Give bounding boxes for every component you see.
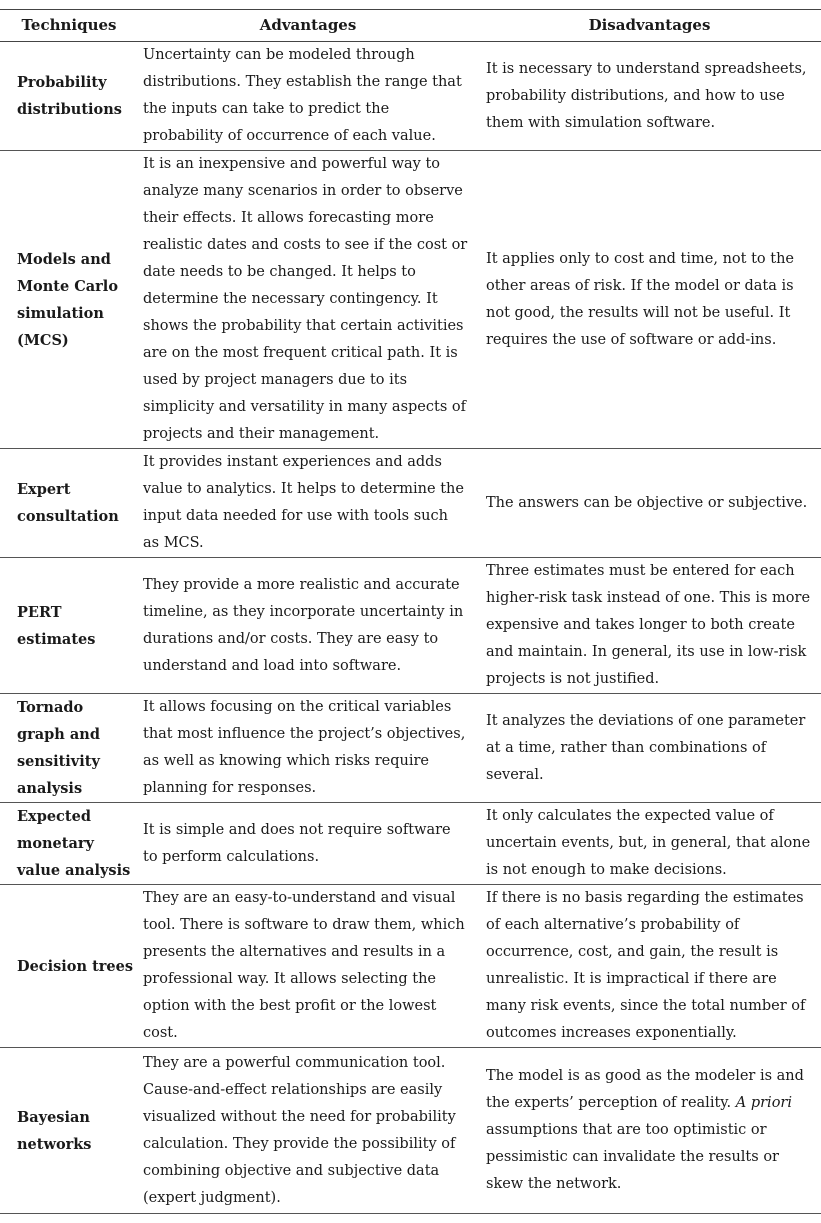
a-priori-italic: A priori (735, 1095, 792, 1111)
advantages-cell: It allows focusing on the critical variables that most influence the project’s objectives, as well as knowing which risks require planning for responses. (138, 694, 478, 803)
disadvantages-cell (478, 1048, 821, 1214)
disadvantages-text-after: assumptions that are too optimistic or pessimistic can invalidate the results or skew the network. (486, 1122, 779, 1192)
disadvantages-cell: If there is no basis regarding the estimates of each alternative’s probability of occurrence, cost, and gain, the result is unrealistic. It is impractical if there are many risk events, since the total number of outcomes increases exponentially. (478, 885, 821, 1048)
technique-cell: Probability distributions (0, 42, 138, 151)
header-row (0, 10, 821, 42)
header-advantages: Advantages (138, 10, 478, 42)
disadvantages-cell: It applies only to cost and time, not to the other areas of risk. If the model or data is not good, the results will not be useful. It requires the use of software or add-ins. (478, 151, 821, 449)
technique-cell: Tornado graph and sensitivity analysis (0, 694, 138, 803)
table-row (0, 885, 821, 1048)
advantages-cell: They are an easy-to-understand and visual tool. There is software to draw them, which presents the alternatives and results in a professional way. It allows selecting the option with the best profit or the lowest cost. (138, 885, 478, 1048)
advantages-cell: Uncertainty can be modeled through distributions. They establish the range that the inputs can take to predict the probability of occurrence of each value. (138, 42, 478, 151)
table-row (0, 449, 821, 558)
advantages-cell: It provides instant experiences and adds value to analytics. It helps to determine the input data needed for use with tools such as MCS. (138, 449, 478, 558)
technique-cell: Models and Monte Carlo simulation (MCS) (0, 151, 138, 449)
techniques-table (0, 9, 821, 1214)
table-row (0, 1048, 821, 1214)
disadvantages-cell: Three estimates must be entered for each higher-risk task instead of one. This is more expensive and takes longer to both create and maintain. In general, its use in low-risk projects is not justified. (478, 558, 821, 694)
disadvantages-cell: It analyzes the deviations of one parameter at a time, rather than combinations of several. (478, 694, 821, 803)
advantages-cell: They provide a more realistic and accurate timeline, as they incorporate uncertainty in durations and/or costs. They are easy to understand and load into software. (138, 558, 478, 694)
advantages-cell: It is simple and does not require software to perform calculations. (138, 803, 478, 885)
header-techniques: Techniques (0, 10, 138, 42)
table-row (0, 803, 821, 885)
table-row (0, 151, 821, 449)
technique-cell: Decision trees (0, 885, 138, 1048)
disadvantages-text-before: The model is as good as the modeler is and the experts’ perception of reality. (486, 1068, 804, 1111)
table-row (0, 558, 821, 694)
table-row (0, 694, 821, 803)
technique-cell: Bayesian networks (0, 1048, 138, 1214)
advantages-cell: It is an inexpensive and powerful way to analyze many scenarios in order to observe their effects. It allows forecasting more realistic dates and costs to see if the cost or date needs to be changed. It helps to determine the necessary contingency. It shows the probability that certain activities are on the most frequent critical path. It is used by project managers due to its simplicity and versatility in many aspects of projects and their management. (138, 151, 478, 449)
table-row (0, 42, 821, 151)
disadvantages-cell: It is necessary to understand spreadsheets, probability distributions, and how to use them with simulation software. (478, 42, 821, 151)
technique-cell: Expected monetary value analysis (0, 803, 138, 885)
disadvantages-cell: The answers can be objective or subjective. (478, 449, 821, 558)
header-disadvantages: Disadvantages (478, 10, 821, 42)
disadvantages-cell: It only calculates the expected value of uncertain events, but, in general, that alone is not enough to make decisions. (478, 803, 821, 885)
technique-cell: PERT estimates (0, 558, 138, 694)
advantages-cell: They are a powerful communication tool. Cause-and-effect relationships are easily visualized without the need for probability calculation. They provide the possibility of combining objective and subjective data (expert judgment). (138, 1048, 478, 1214)
technique-cell: Expert consultation (0, 449, 138, 558)
